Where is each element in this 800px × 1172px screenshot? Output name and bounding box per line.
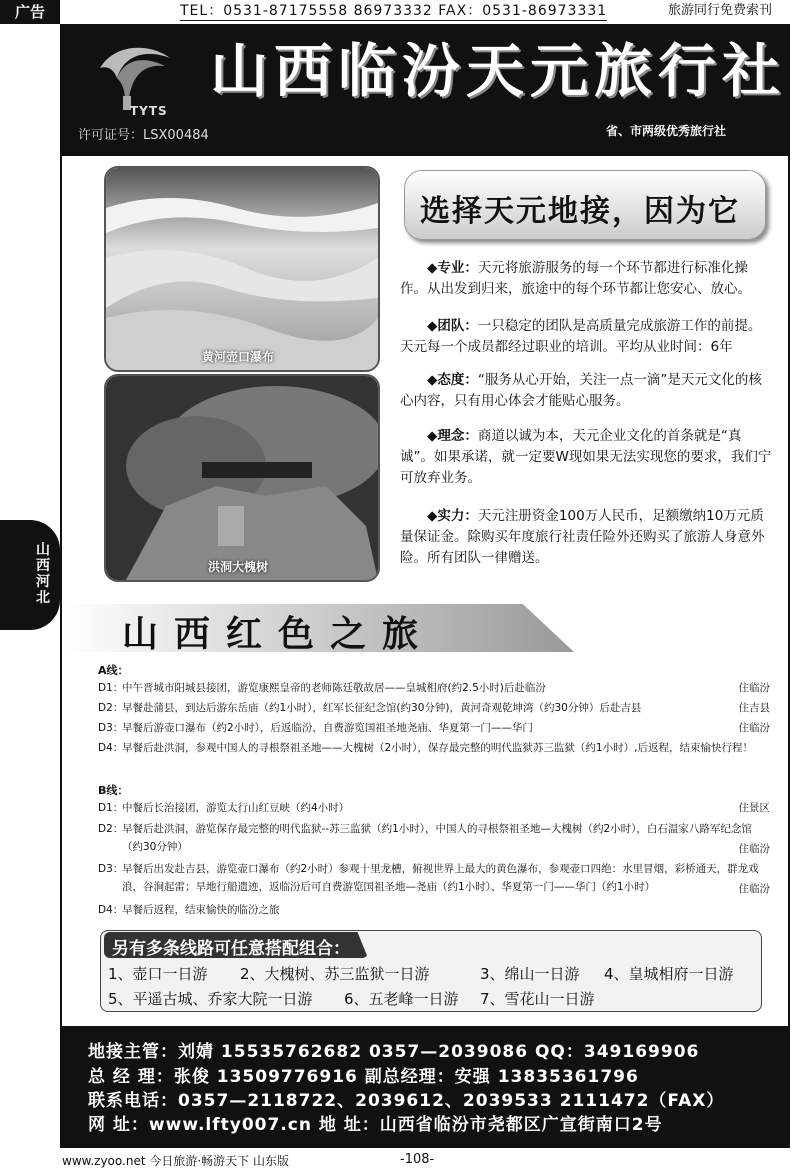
- logo-text: TYTS: [130, 104, 168, 118]
- combo-item: 5、平遥古城、乔家大院一日游: [108, 990, 313, 1008]
- line-a-text: 早餐后游壶口瀑布（约2小时），后返临汾，自费游览国祖圣地尧庙、华夏第一门——华门: [122, 722, 533, 734]
- line-b-stay: 住景区: [738, 802, 770, 814]
- region-side-tab: [0, 520, 60, 630]
- choose-heading: 选择天元地接，因为它: [420, 194, 740, 229]
- line-a-day: D4：: [98, 742, 124, 754]
- line-a-day: D3：: [98, 722, 124, 734]
- line-b-title: B线：: [98, 784, 129, 797]
- point-philosophy: [400, 426, 774, 489]
- contact-gm-line: 总 经 理：张俊 13509776916 副总经理：安强 13835361796: [88, 1067, 639, 1087]
- line-b-text: 早餐后返程，结束愉快的临汾之旅: [122, 904, 280, 916]
- contact-phone-line: 联系电话：0357—2118722、2039612、2039533 2111472（FAX）: [88, 1091, 725, 1111]
- company-name: 山西临汾天元旅行社: [210, 37, 787, 105]
- point-label: ◆态度：: [427, 372, 478, 388]
- ad-badge: 广告: [0, 0, 60, 24]
- combo-item: 7、雪花山一日游: [480, 990, 595, 1008]
- footer-text: www.zyoo.net 今日旅游·畅游天下 山东版: [62, 1154, 289, 1168]
- waterfall-image: [106, 168, 378, 370]
- line-a-stay: 住临汾: [738, 682, 770, 694]
- line-a-day: D1：: [98, 682, 124, 694]
- page-number: -108-: [400, 1152, 435, 1167]
- point-text: 一只稳定的团队是高质量完成旅游工作的前提。天元每一个成员都经过职业的培训。平均从业时间：6年: [400, 318, 762, 355]
- combo-item: 3、绵山一日游: [480, 965, 580, 983]
- contact-manager-line: 地接主管：刘婧 15535762682 0357—2039086 QQ：349169906: [88, 1042, 700, 1062]
- line-a-day: D2：: [98, 702, 124, 714]
- line-b-stay: 住临汾: [738, 883, 770, 895]
- line-a-stay: 住吉县: [738, 702, 770, 714]
- license-number: 许可证号：LSX00484: [78, 128, 209, 143]
- point-text: 天元注册资金100万人民币，足额缴纳10万元质量保证金。除购买年度旅行社责任险外还购买了旅游人身意外险。所有团队一律赠送。: [400, 508, 765, 566]
- point-text: 天元将旅游服务的每一个环节都进行标准化操作。从出发到归来，旅途中的每个环节都让您安心、放心。: [400, 260, 751, 297]
- point-text: 商道以诚为本，天元企业文化的首条就是“真诚”。如果承诺，就一定要W现如果无法实现您的要求，我们宁可放弃业务。: [400, 428, 772, 486]
- locust-tree-image: [106, 376, 378, 580]
- line-a-text: 中午晋城市阳城县接团，游览康熙皇帝的老师陈廷敬故居——皇城相府(约2.5小时)后赴临汾: [122, 682, 546, 694]
- point-text: “服务从心开始，关注一点一滴”是天元文化的核心内容，只有用心体会才能贴心服务。: [400, 372, 762, 409]
- line-a-title: A线：: [98, 664, 129, 677]
- red-tour-heading: 山西红色之旅: [122, 613, 435, 655]
- line-b-text: 中餐后长治接团，游览太行山红豆峡（约4小时）: [122, 802, 350, 814]
- point-attitude: [400, 370, 774, 412]
- line-b-stay: 住临汾: [738, 843, 770, 855]
- line-b-day: D2：: [98, 823, 124, 835]
- combo-item: 4、皇城相府一日游: [604, 965, 734, 983]
- point-label: ◆实力：: [427, 508, 478, 524]
- combo-item: 2、大槐树、苏三监狱一日游: [240, 965, 430, 983]
- point-team: [400, 316, 774, 358]
- line-a-stay: 住临汾: [738, 722, 770, 734]
- combo-item: 6、五老峰一日游: [344, 990, 459, 1008]
- line-a-text: 早餐后赴洪洞，参观中国人的寻根祭祖圣地——大槐树（2小时），保存最完整的明代监狱苏三监狱（约1小时）,后返程，结束愉快行程！: [122, 742, 753, 754]
- line-b-day: D1：: [98, 802, 124, 814]
- region-side-label: 山西河北: [36, 542, 50, 606]
- photo-caption: 洪洞大槐树: [208, 560, 269, 574]
- combo-item: 1、壶口一日游: [108, 965, 208, 983]
- line-b-text: 早餐后赴洪洞，游览保存最完整的明代监狱--苏三监狱（约1小时），中国人的寻根祭祖圣地—大槐树（约2小时），白石温家八路军纪念馆（约30分钟）: [122, 823, 752, 853]
- point-strength: [400, 506, 774, 569]
- line-b-day: D3：: [98, 863, 124, 875]
- contact-web-address-line: 网 址：www.lfty007.cn 地 址：山西省临汾市尧都区广宣街南口2号: [88, 1115, 663, 1135]
- point-professional: [400, 258, 774, 300]
- tel-fax-line: TEL：0531-87175558 86973332 FAX：0531-86973331: [180, 3, 608, 19]
- line-a-text: 早餐赴蒲县，到达后游东岳庙（约1小时），红军长征纪念馆(约30分钟)，黄河奇观乾坤湾（约30分钟）后赴吉县: [122, 702, 642, 714]
- point-label: ◆理念：: [427, 428, 478, 444]
- header-right-tag: 旅游同行免费索刊: [668, 3, 773, 18]
- point-label: ◆专业：: [427, 260, 478, 276]
- line-b-day: D4：: [98, 904, 124, 916]
- company-rating: 省、市两级优秀旅行社: [606, 124, 727, 138]
- point-label: ◆团队：: [427, 318, 478, 334]
- photo-hukou-waterfall: [104, 166, 380, 372]
- combo-heading: 另有多条线路可任意搭配组合：: [112, 939, 350, 959]
- photo-caption: 黄河壶口瀑布: [202, 350, 275, 364]
- photo-big-locust-tree: [104, 374, 380, 582]
- line-b-text: 早餐后出发赴吉县，游览壶口瀑布（约2小时）参观十里龙槽，俯视世界上最大的黄色瀑布，参观壶口四绝：水里冒烟，彩桥通天，群龙戏浪，谷涧起雷；旱地行船遗迹，返临汾后可自费游览国祖圣地—尧庙（约1小时）、华夏第一门——华门（约1小时）: [122, 863, 759, 893]
